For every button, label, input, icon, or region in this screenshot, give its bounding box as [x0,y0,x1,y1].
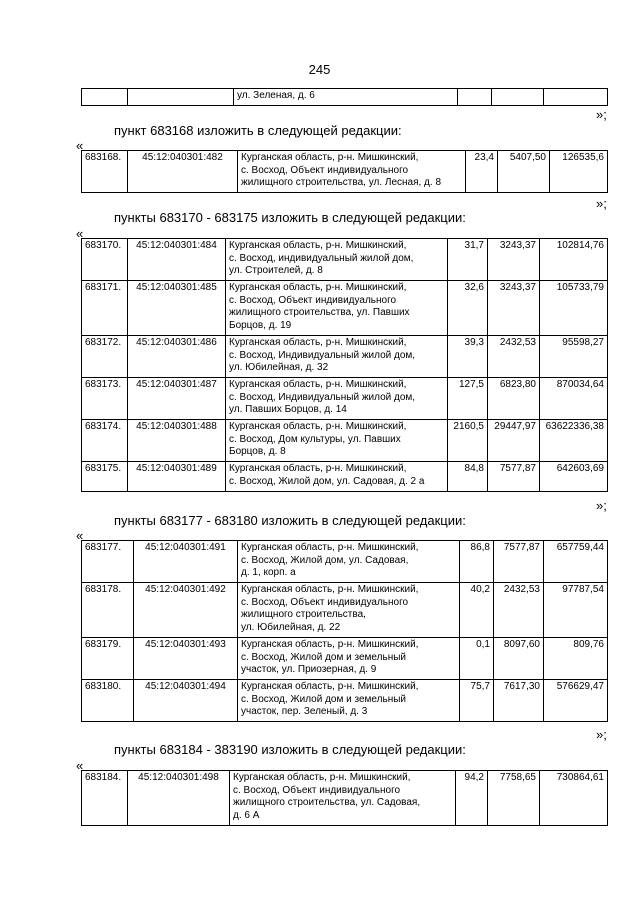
table-row [82,151,608,193]
unit-price: 7617,30 [494,680,544,722]
total-value: 642603,69 [540,462,608,492]
total-value: 105733,79 [540,281,608,336]
unit-price: 7758,65 [488,771,540,826]
cadastral-number: 45:12:040301:492 [134,583,238,638]
total-value: 809,76 [544,638,608,680]
address: Курганская область, р-н. Мишкинский, с. Восход, индивидуальный жилой дом, ул. Строителей, д. 8 [226,239,448,281]
row-number: 683170. [82,239,128,281]
table-row [82,89,608,106]
opening-quote: « [76,226,84,241]
cadastral-number: 45:12:040301:484 [128,239,226,281]
address: Курганская область, р-н. Мишкинский, с. Восход, Объект индивидуального жилищного строительства, ул. Садовая, д. 6 А [230,771,456,826]
cell [492,89,544,106]
section-heading: пункт 683168 изложить в следующей редакции: [114,123,402,138]
section-heading: пункты 683184 - 383190 изложить в следующей редакции: [114,742,466,757]
unit-price: 7577,87 [494,541,544,583]
area: 2160,5 [448,420,488,462]
row-number: 683173. [82,378,128,420]
cadastral-number: 45:12:040301:491 [134,541,238,583]
address: Курганская область, р-н. Мишкинский, с. Восход, Жилой дом, ул. Садовая, д. 2 а [226,462,448,492]
area: 84,8 [448,462,488,492]
row-number: 683179. [82,638,134,680]
table-row [82,378,608,420]
closing-quote: »; [596,107,607,122]
closing-quote: »; [596,498,607,513]
address: Курганская область, р-н. Мишкинский, с. Восход, Жилой дом, ул. Садовая, д. 1, корп. а [238,541,460,583]
cadastral-number: 45:12:040301:486 [128,336,226,378]
total-value: 870034,64 [540,378,608,420]
total-value: 63622336,38 [540,420,608,462]
address: Курганская область, р-н. Мишкинский, с. Восход, Жилой дом и земельный участок, пер. Зеленый, д. 3 [238,680,460,722]
area: 31,7 [448,239,488,281]
area: 94,2 [456,771,488,826]
total-value: 576629,47 [544,680,608,722]
closing-quote: »; [596,196,607,211]
section-table [81,770,608,826]
total-value: 95598,27 [540,336,608,378]
table-row [82,541,608,583]
unit-price: 2432,53 [494,583,544,638]
row-number: 683168. [82,151,128,193]
address: Курганская область, р-н. Мишкинский, с. Восход, Объект индивидуального жилищного строительства, ул. Павших Борцов, д. 19 [226,281,448,336]
table-row [82,638,608,680]
area: 127,5 [448,378,488,420]
total-value: 730864,61 [540,771,608,826]
area: 0,1 [460,638,494,680]
cadastral-number: 45:12:040301:485 [128,281,226,336]
row-number: 683184. [82,771,128,826]
table-row [82,281,608,336]
unit-price: 5407,50 [498,151,550,193]
address: Курганская область, р-н. Мишкинский, с. Восход, Объект индивидуального жилищного строительства, ул. Лесная, д. 8 [238,151,466,193]
unit-price: 3243,37 [488,281,540,336]
unit-price: 2432,53 [488,336,540,378]
cell [544,89,608,106]
area: 40,2 [460,583,494,638]
section-heading: пункты 683170 - 683175 изложить в следующей редакции: [114,210,466,225]
address: Курганская область, р-н. Мишкинский, с. Восход, Индивидуальный жилой дом, ул. Павших Борцов, д. 14 [226,378,448,420]
address: Курганская область, р-н. Мишкинский, с. Восход, Индивидуальный жилой дом, ул. Юбилейная, д. 32 [226,336,448,378]
cell [82,89,128,106]
cadastral-number: 45:12:040301:482 [128,151,238,193]
section-table [81,540,608,722]
address: Курганская область, р-н. Мишкинский, с. Восход, Объект индивидуального жилищного строительства, ул. Юбилейная, д. 22 [238,583,460,638]
address: Курганская область, р-н. Мишкинский, с. Восход, Жилой дом и земельный участок, ул. Приозерная, д. 9 [238,638,460,680]
table-row [82,239,608,281]
total-value: 657759,44 [544,541,608,583]
row-number: 683171. [82,281,128,336]
cadastral-number: 45:12:040301:487 [128,378,226,420]
cadastral-number: 45:12:040301:498 [128,771,230,826]
table-row [82,680,608,722]
total-value: 97787,54 [544,583,608,638]
table-row [82,336,608,378]
unit-price: 8097,60 [494,638,544,680]
cell: ул. Зеленая, д. 6 [234,89,458,106]
total-value: 126535,6 [550,151,608,193]
cadastral-number: 45:12:040301:494 [134,680,238,722]
cadastral-number: 45:12:040301:493 [134,638,238,680]
row-number: 683175. [82,462,128,492]
table-row [82,420,608,462]
unit-price: 29447,97 [488,420,540,462]
row-number: 683174. [82,420,128,462]
table-row [82,583,608,638]
area: 39,3 [448,336,488,378]
unit-price: 3243,37 [488,239,540,281]
total-value: 102814,76 [540,239,608,281]
table-row [82,771,608,826]
row-number: 683178. [82,583,134,638]
closing-quote: »; [596,727,607,742]
row-number: 683177. [82,541,134,583]
row-number: 683172. [82,336,128,378]
opening-quote: « [76,528,84,543]
top-fragment-table [81,88,608,106]
unit-price: 7577,87 [488,462,540,492]
opening-quote: « [76,758,84,773]
cell [128,89,234,106]
section-table [81,150,608,193]
cell [458,89,492,106]
section-table [81,238,608,492]
table-row [82,462,608,492]
cadastral-number: 45:12:040301:488 [128,420,226,462]
row-number: 683180. [82,680,134,722]
cadastral-number: 45:12:040301:489 [128,462,226,492]
page-number: 245 [308,62,331,77]
area: 86,8 [460,541,494,583]
address: Курганская область, р-н. Мишкинский, с. Восход, Дом культуры, ул. Павших Борцов, д. 8 [226,420,448,462]
area: 75,7 [460,680,494,722]
section-heading: пункты 683177 - 683180 изложить в следующей редакции: [114,513,466,528]
unit-price: 6823,80 [488,378,540,420]
opening-quote: « [76,138,84,153]
area: 23,4 [466,151,498,193]
area: 32,6 [448,281,488,336]
